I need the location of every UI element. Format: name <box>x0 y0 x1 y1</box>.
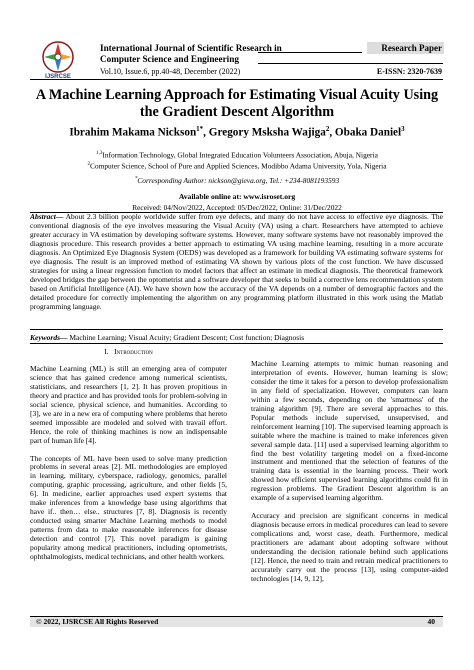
author-name: Obaka Daniel <box>334 126 402 139</box>
header-rule <box>258 63 443 64</box>
svg-text:IJSRCSE: IJSRCSE <box>45 74 71 80</box>
keywords <box>30 333 443 342</box>
author-sup: 2 <box>325 125 330 133</box>
left-column <box>30 348 227 562</box>
author-name: Gregory Msksha Wajiga <box>208 126 326 139</box>
volume-info: Vol.10, Issue.6, pp.40-48, December (2022) <box>100 67 241 76</box>
paper-type-badge: Research Paper <box>367 42 444 54</box>
abstract-text: About 2.3 billion people worldwide suffer from eye defects, and many do not have access to effective eye diagnosis. The conventional diagnosis of the eye involves measuring the Visual Acuity (VA) using a chart. Researchers have attempted to achieve greater accuracy in VA estimation by developing software systems. However, many software systems have not reasonably improved the diagnosis procedure. This research provides a better approach to estimating VA using machine learning, resulting in a more accurate diagnosis. An Optimized Eye Diagnosis System (OEDS) was developed as a framework for building VA estimating software systems for eye diagnosis. The result is an improved method of estimating VA shown by various plots of the cost function. We have discussed strategies for using a linear regression function to model factors that affect an estimate in medical diagnosis. The theoretical framework developed bridges the gap between the optometrist and a software developer that seeks to build a corrective lens recommendation system based on Artificial Intelligence (AI). We have shown how the accuracy of the VA depends on a number of demographic factors and the detailed procedure for correctly implementing the algorithm on any programming platform illustrated in this work using the Matlab programming language. <box>30 212 443 311</box>
received-dates: Received: 04/Nov/2022, Accepted: 05/Dec/2022, Online: 31/Dec/2022 <box>132 203 342 212</box>
keywords-text: Machine Learning; Visual Acuity; Gradient Descent; Cost function; Diagnosis <box>67 333 305 342</box>
right-column <box>251 360 448 584</box>
abstract-label: Abstract— <box>30 212 64 221</box>
journal-line-2: Computer Science and Engineering <box>100 54 239 64</box>
page-footer <box>30 617 443 627</box>
affiliation-line: $^2$Computer Science, School of Pure and Applied Sciences, Modibbo Adama University, Yola, Nigeria <box>87 161 387 171</box>
author-sup: 1* <box>196 125 204 133</box>
paragraph: Machine Learning (ML) is still an emerging area of computer science that has gained credence among numerical scientists, statisticians, and researchers [1, 2]. It has proven propitious in theory and practice and has provided tools for problem-solving in social science, physical science, and humanities. According to [3], we are in a new era of computing where problems that hereto seemed impossible are modeled and solved with travail effort. Hence, the role of thinking machines is now an indispensable part of human life [4]. <box>30 363 227 445</box>
page-number: 40 <box>427 617 435 626</box>
available-online: Available online at: www.isroset.org <box>178 192 296 201</box>
header-divider <box>30 79 443 80</box>
header-rule <box>258 52 362 53</box>
keywords-rule <box>30 343 443 344</box>
logo-emblem-icon <box>43 42 73 72</box>
corresponding-author: *Corresponding Author: nickson@gieva.org, Tel.: +234-8081193593 <box>134 176 340 185</box>
journal-line-1: International Journal of Scientific Research in <box>100 43 282 53</box>
paragraph: Accuracy and precision are significant concerns in medical diagnosis because errors in medical procedures can lead to severe complications and, worst case, death. Furthermore, medical practitioners are adamant about adopting software without understanding the decision rationale behind such applications [12]. Hence, the need to train and retrain medical practitioners to accurately carry out the process [13], using computer-aided technologies [14, 9, 12], <box>251 511 448 583</box>
author-list: Ibrahim Makama Nickson$^{1*}$, Gregory Msksha Wajiga$^2$, Obaka Daniel$^3$ <box>69 125 405 139</box>
affiliations <box>30 149 444 172</box>
copyright: © 2022, IJSRCSE All Rights Reserved <box>36 617 159 626</box>
section-heading: I. Introduction <box>104 347 153 356</box>
journal-logo <box>30 40 86 80</box>
issn: E-ISSN: 2320-7639 <box>376 67 442 76</box>
author-sup: 3 <box>401 125 405 133</box>
paper-title: A Machine Learning Approach for Estimating Visual Acuity Using the Gradient Descent Algorithm <box>35 87 439 120</box>
paragraph: The concepts of ML have been used to solve many prediction problems in several areas [2]. ML methodologies are employed in learning, military, cyberspace, radiology, genomics, parallel computing, graphic processing, agriculture, and other fields [5, 6]. In medicine, earlier approaches used expert systems that make inferences from a knowledge base using algorithms that have if.. then… else.. structures [7, 8]. Diagnosis is recently conducted using smarter Machine Learning methods to model patterns from data to make reasonable inferences for disease detection and control [7]. This novel paradigm is gaining popularity among medical practitioners, including optometrists, ophthalmologists, medical technicians, and other health workers. <box>30 453 227 562</box>
affiliation-line: $^{1,3}$Information Technology, Global Integrated Education Volunteers Association, Abuja, Nigeria <box>96 150 378 160</box>
abstract <box>30 213 443 311</box>
journal-name <box>100 43 282 65</box>
keywords-label: Keywords— <box>30 333 68 342</box>
paragraph: Machine Learning attempts to mimic human reasoning and interpretation of events. However, human learning is slow; consider the time it takes for a person to develop professionalism in any field of specialization. However, computers can learn within a few seconds, depending on the 'smartness' of the training algorithm [9]. There are several approaches to this. Popular methods include supervised, unsupervised, and reinforcement learning [10]. The supervised learning approach is suitable where the machine is trained to make inferences given several sample data. [11] used a supervised learning algorithm to find the best volatility targeting model on a fixed-income instrument and mentioned that the selection of features of the training data is essential in the learning process. Their work showed how efficient supervised learning algorithms could fit in regression problems. The Gradient Descent algorithm is an example of a supervised learning algorithm. <box>251 359 448 503</box>
abstract-rule <box>30 329 443 330</box>
author-name: Ibrahim Makama Nickson <box>69 126 197 139</box>
